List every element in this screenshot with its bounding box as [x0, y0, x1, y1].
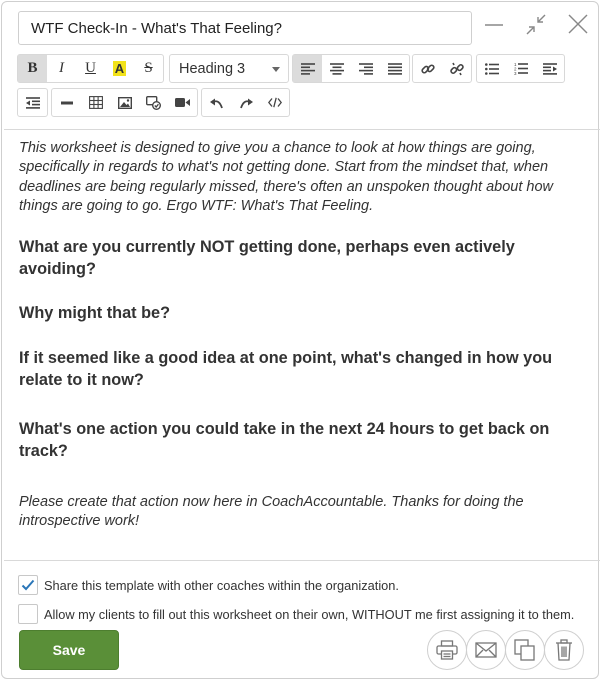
highlight-button[interactable] [105, 55, 134, 82]
insert-special-icon [146, 96, 161, 110]
share-template-option[interactable] [18, 575, 399, 595]
horizontal-rule-button[interactable] [52, 89, 81, 116]
bullet-list-icon [485, 63, 499, 75]
intro-paragraph: This worksheet is designed to give you a chance to look at how things are going, specifically in regards to what's not getting done. Start from the mindset that, when deadlines are being regularly missed, there's often an unspoken thought about how things are going to go. Ergo WTF: What's That Feeling. [19, 140, 553, 214]
trash-icon [555, 639, 573, 661]
insert-image-button[interactable] [110, 89, 139, 116]
alignment-group [292, 54, 410, 83]
align-left-icon [301, 63, 315, 75]
chevron-down-icon [272, 67, 280, 72]
insert-special-button[interactable] [139, 89, 168, 116]
video-icon [175, 97, 190, 108]
redo-button[interactable] [231, 89, 260, 116]
worksheet-title-input[interactable] [18, 11, 472, 45]
strikethrough-icon: S [144, 60, 153, 76]
align-center-button[interactable] [322, 55, 351, 82]
print-icon [436, 640, 458, 660]
svg-text:1: 1 [513, 62, 517, 67]
question-2: Why might that be? [19, 304, 171, 322]
collapse-icon [523, 12, 549, 38]
question-4: What's one action you could take in the next 24 hours to get back on track? [19, 420, 550, 460]
question-1: What are you currently NOT getting done, perhaps even actively avoiding? [19, 238, 515, 278]
indent-button[interactable] [535, 55, 564, 82]
outdent-icon [26, 97, 40, 109]
image-icon [118, 97, 132, 109]
redo-icon [239, 97, 253, 109]
email-button[interactable] [466, 630, 506, 670]
italic-icon: I [59, 60, 64, 76]
remove-link-button[interactable] [442, 55, 471, 82]
allow-clients-checkbox[interactable] [18, 604, 38, 624]
horizontal-rule-icon [61, 101, 73, 105]
worksheet-editor-window [1, 1, 599, 679]
list-group [476, 54, 565, 83]
allow-clients-label: Allow my clients to fill out this worksheet on their own, WITHOUT me first assigning it to them. [44, 606, 575, 622]
justify-button[interactable] [380, 55, 409, 82]
justify-icon [388, 63, 402, 75]
share-template-label: Share this template with other coaches within the organization. [44, 577, 399, 593]
insert-video-button[interactable] [168, 89, 197, 116]
strikethrough-button[interactable] [134, 55, 163, 82]
numbered-list-icon [514, 62, 528, 75]
delete-button[interactable] [544, 630, 584, 670]
outdent-button[interactable] [18, 89, 47, 116]
unlink-icon [450, 62, 464, 76]
undo-button[interactable] [202, 89, 231, 116]
underline-button[interactable] [76, 55, 105, 82]
outdent-group [17, 88, 48, 117]
code-view-button[interactable] [260, 89, 289, 116]
insert-group [51, 88, 198, 117]
align-left-button[interactable] [293, 55, 322, 82]
bold-icon: B [27, 60, 38, 76]
minimize-button[interactable] [481, 12, 507, 38]
table-icon [89, 96, 103, 109]
content-divider [4, 560, 600, 561]
paragraph-style-value: Heading 3 [179, 61, 246, 77]
insert-table-button[interactable] [81, 89, 110, 116]
close-icon [565, 12, 591, 38]
svg-text:3: 3 [513, 71, 517, 75]
print-button[interactable] [427, 630, 467, 670]
italic-button[interactable] [47, 55, 76, 82]
allow-clients-option[interactable] [18, 604, 574, 624]
editor-content[interactable] [19, 139, 584, 530]
link-icon [421, 62, 435, 76]
toolbar-divider [4, 129, 600, 130]
numbered-list-button[interactable] [506, 55, 535, 82]
insert-link-button[interactable] [413, 55, 442, 82]
question-3: If it seemed like a good idea at one point, what's changed in how you relate to it now? [19, 349, 553, 389]
paragraph-style-select[interactable] [169, 54, 289, 83]
align-right-icon [359, 63, 373, 75]
collapse-button[interactable] [523, 12, 549, 38]
bullet-list-button[interactable] [477, 55, 506, 82]
close-button[interactable] [565, 12, 591, 38]
code-view-icon [268, 97, 282, 108]
duplicate-button[interactable] [505, 630, 545, 670]
text-format-group [17, 54, 164, 83]
undo-icon [210, 97, 224, 109]
save-button[interactable]: Save [19, 630, 119, 670]
indent-icon [543, 63, 557, 75]
share-template-checkbox[interactable] [18, 575, 38, 595]
outro-paragraph: Please create that action now here in CoachAccountable. Thanks for doing the introspective work! [19, 494, 524, 530]
email-icon [475, 642, 497, 658]
underline-icon: U [85, 60, 96, 76]
align-center-icon [330, 63, 344, 75]
duplicate-icon [514, 639, 536, 661]
history-group [201, 88, 290, 117]
bold-button[interactable] [18, 55, 47, 82]
svg-text:2: 2 [513, 66, 517, 72]
checkmark-icon [21, 579, 35, 591]
highlight-icon: A [114, 61, 125, 76]
link-group [412, 54, 472, 83]
align-right-button[interactable] [351, 55, 380, 82]
minimize-icon [481, 12, 507, 38]
